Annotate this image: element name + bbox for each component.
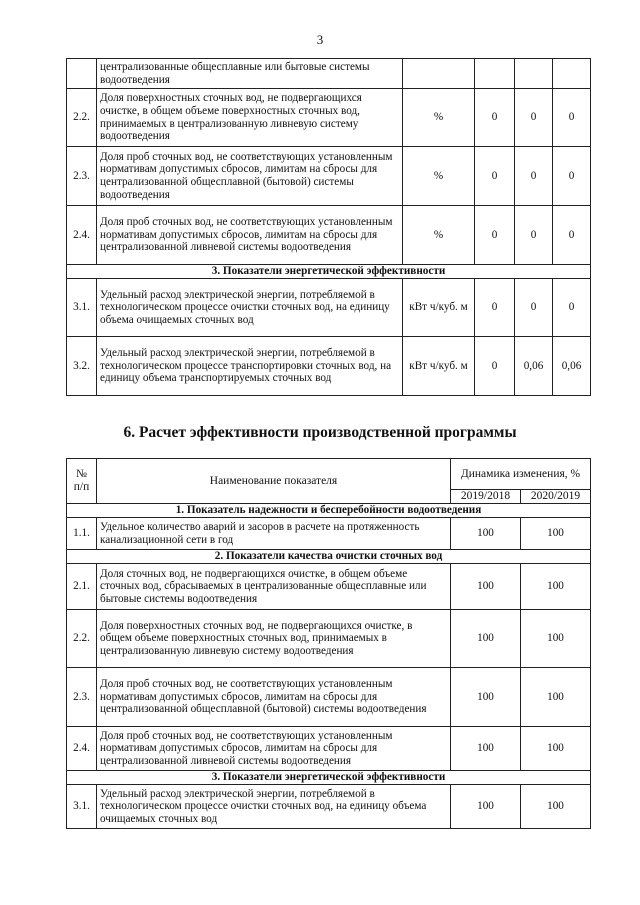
section-title: 3. Показатели энергетической эффективности xyxy=(67,265,591,279)
row-number: 2.1. xyxy=(67,564,97,610)
value-cell xyxy=(475,59,515,89)
table-row xyxy=(67,147,591,206)
value-cell: 0,06 xyxy=(553,337,591,396)
value-cell: 0 xyxy=(515,147,553,206)
unit-cell: % xyxy=(403,206,475,265)
indicator-name: Удельный расход электрической энергии, потребляемой в технологическом процессе очистки сточных вод, на единицу объема очищаемых сточных вод xyxy=(97,279,403,337)
indicator-name: Доля поверхностных сточных вод, не подвергающихся очистке, в общем объеме поверхностных сточных вод, принимаемых в централизованную ливневую систему водоотведения xyxy=(97,610,451,668)
indicator-name: Доля проб сточных вод, не соответствующих установленным нормативам допустимых сбросов, лимитам на сбросы для централизованной ливневой системы водоотведения xyxy=(97,727,451,771)
unit-cell: кВт ч/куб. м xyxy=(403,337,475,396)
column-header-dynamics: Динамика изменения, % xyxy=(451,459,591,490)
column-header-year: 2019/2018 xyxy=(451,490,521,504)
value-cell: 100 xyxy=(521,518,591,550)
row-number: 2.2. xyxy=(67,610,97,668)
column-header-name: Наименование показателя xyxy=(97,459,451,504)
row-number: 3.1. xyxy=(67,785,97,829)
section-header xyxy=(67,550,591,564)
header-row xyxy=(67,459,591,490)
value-cell: 0 xyxy=(475,206,515,265)
value-cell: 100 xyxy=(521,564,591,610)
table-row xyxy=(67,337,591,396)
row-number: 2.2. xyxy=(67,89,97,147)
page-number: 3 xyxy=(316,32,324,47)
row-number: 3.2. xyxy=(67,337,97,396)
row-number: 2.4. xyxy=(67,727,97,771)
value-cell: 0 xyxy=(475,89,515,147)
unit-cell: % xyxy=(403,147,475,206)
value-cell: 0 xyxy=(553,279,591,337)
table-row xyxy=(67,89,591,147)
value-cell: 0 xyxy=(475,337,515,396)
row-number: 2.3. xyxy=(67,147,97,206)
value-cell: 0 xyxy=(475,279,515,337)
column-header-number: № п/п xyxy=(67,459,97,504)
indicator-name: централизованные общесплавные или бытовые системы водоотведения xyxy=(97,59,403,89)
section-header xyxy=(67,265,591,279)
section-header xyxy=(67,771,591,785)
value-cell: 0 xyxy=(515,89,553,147)
row-number: 1.1. xyxy=(67,518,97,550)
section-title: 2. Показатели качества очистки сточных вод xyxy=(67,550,591,564)
section-header xyxy=(67,504,591,518)
value-cell: 0 xyxy=(553,89,591,147)
unit-cell: % xyxy=(403,89,475,147)
row-number: 2.3. xyxy=(67,668,97,727)
value-cell xyxy=(515,59,553,89)
indicator-name: Удельный расход электрической энергии, потребляемой в технологическом процессе транспортировки сточных вод, на единицу объема транспортируемых сточных вод xyxy=(97,337,403,396)
indicator-name: Доля проб сточных вод, не соответствующих установленным нормативам допустимых сбросов, лимитам на сбросы для централизованной ливневой системы водоотведения xyxy=(97,206,403,265)
value-cell: 100 xyxy=(451,727,521,771)
value-cell: 0,06 xyxy=(515,337,553,396)
value-cell: 100 xyxy=(451,518,521,550)
indicator-name: Доля проб сточных вод, не соответствующих установленным нормативам допустимых сбросов, лимитам на сбросы для централизованной общесплавной (бытовой) системы водоотведения xyxy=(97,668,451,727)
efficiency-table xyxy=(66,458,591,829)
value-cell: 0 xyxy=(553,147,591,206)
table-row xyxy=(67,279,591,337)
table-row xyxy=(67,610,591,668)
value-cell: 100 xyxy=(521,785,591,829)
column-header-year: 2020/2019 xyxy=(521,490,591,504)
indicator-name: Удельное количество аварий и засоров в расчете на протяженность канализационной сети в год xyxy=(97,518,451,550)
value-cell: 0 xyxy=(553,206,591,265)
value-cell xyxy=(553,59,591,89)
indicators-table xyxy=(66,58,591,396)
value-cell: 100 xyxy=(521,668,591,727)
value-cell: 100 xyxy=(451,564,521,610)
value-cell: 100 xyxy=(521,727,591,771)
value-cell: 100 xyxy=(521,610,591,668)
section-heading: 6. Расчет эффективности производственной программы xyxy=(123,424,517,441)
unit-cell xyxy=(403,59,475,89)
table-row xyxy=(67,564,591,610)
row-number: 3.1. xyxy=(67,279,97,337)
indicator-name: Доля проб сточных вод, не соответствующих установленным нормативам допустимых сбросов, лимитам на сбросы для централизованной общесплавной (бытовой) системы водоотведения xyxy=(97,147,403,206)
value-cell: 100 xyxy=(451,785,521,829)
indicator-name: Доля поверхностных сточных вод, не подвергающихся очистке, в общем объеме поверхностных сточных вод, принимаемых в централизованную ливневую систему водоотведения xyxy=(97,89,403,147)
row-number xyxy=(67,59,97,89)
table-row xyxy=(67,518,591,550)
value-cell: 100 xyxy=(451,668,521,727)
value-cell: 0 xyxy=(475,147,515,206)
indicator-name: Удельный расход электрической энергии, потребляемой в технологическом процессе очистки сточных вод, на единицу объема очищаемых сточных вод xyxy=(97,785,451,829)
row-number: 2.4. xyxy=(67,206,97,265)
indicator-name: Доля сточных вод, не подвергающихся очистке, в общем объеме сточных вод, сбрасываемых в централизованные общесплавные или бытовые системы водоотведения xyxy=(97,564,451,610)
section-title: 3. Показатели энергетической эффективности xyxy=(67,771,591,785)
table-row xyxy=(67,206,591,265)
table-row xyxy=(67,59,591,89)
value-cell: 0 xyxy=(515,206,553,265)
table-row xyxy=(67,668,591,727)
section-title: 1. Показатель надежности и бесперебойности водоотведения xyxy=(67,504,591,518)
value-cell: 100 xyxy=(451,610,521,668)
value-cell: 0 xyxy=(515,279,553,337)
unit-cell: кВт ч/куб. м xyxy=(403,279,475,337)
table-row xyxy=(67,727,591,771)
table-row xyxy=(67,785,591,829)
